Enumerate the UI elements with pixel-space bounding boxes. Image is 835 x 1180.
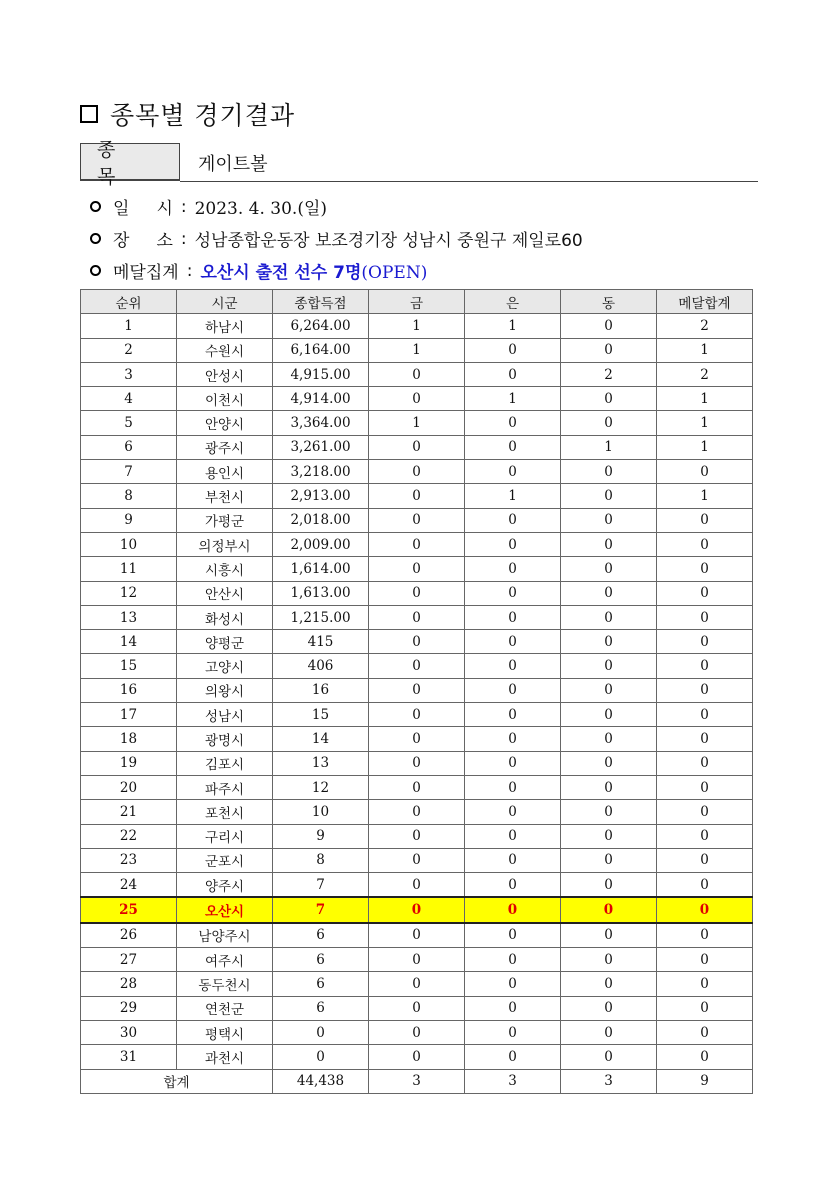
- cell-medal-total: 0: [657, 948, 753, 972]
- cell-rank: 28: [81, 972, 177, 996]
- cell-gold: 0: [369, 775, 465, 799]
- table-row: [81, 338, 753, 362]
- table-row: [81, 654, 753, 678]
- cell-rank: 21: [81, 800, 177, 824]
- sport-row: [80, 138, 758, 188]
- cell-gold: 0: [369, 751, 465, 775]
- table-row: [81, 557, 753, 581]
- cell-medal-total: 0: [657, 532, 753, 556]
- cell-gold: 0: [369, 972, 465, 996]
- cell-city: 포천시: [177, 800, 273, 824]
- cell-gold: 0: [369, 923, 465, 948]
- circle-bullet-icon: [90, 233, 101, 244]
- cell-rank: 26: [81, 923, 177, 948]
- cell-gold: 1: [369, 314, 465, 338]
- table-row: [81, 605, 753, 629]
- cell-city: 군포시: [177, 848, 273, 872]
- cell-score: 7: [273, 897, 369, 922]
- sport-underline: [180, 181, 758, 182]
- cell-gold: 0: [369, 460, 465, 484]
- cell-gold: 0: [369, 630, 465, 654]
- cell-score: 3,261.00: [273, 435, 369, 459]
- info-medals-value-suffix: (OPEN): [361, 263, 428, 283]
- cell-score: 6: [273, 948, 369, 972]
- cell-bronze: 0: [561, 557, 657, 581]
- cell-bronze: 0: [561, 824, 657, 848]
- cell-medal-total: 0: [657, 897, 753, 922]
- cell-score: 415: [273, 630, 369, 654]
- cell-silver: 0: [465, 775, 561, 799]
- header-medal-total: 메달합계: [657, 290, 753, 314]
- circle-bullet-icon: [90, 201, 101, 212]
- cell-score: 6: [273, 923, 369, 948]
- cell-gold: 0: [369, 873, 465, 898]
- cell-medal-total: 0: [657, 996, 753, 1020]
- cell-score: 0: [273, 1045, 369, 1069]
- table-row: [81, 800, 753, 824]
- cell-score: 9: [273, 824, 369, 848]
- cell-gold: 0: [369, 824, 465, 848]
- table-row: [81, 484, 753, 508]
- cell-rank: 16: [81, 678, 177, 702]
- cell-medal-total: 1: [657, 338, 753, 362]
- cell-silver: 0: [465, 923, 561, 948]
- cell-rank: 25: [81, 897, 177, 922]
- cell-silver: 0: [465, 972, 561, 996]
- cell-score: 1,215.00: [273, 605, 369, 629]
- cell-city: 동두천시: [177, 972, 273, 996]
- cell-score: 6,164.00: [273, 338, 369, 362]
- cell-silver: 0: [465, 630, 561, 654]
- info-venue-value: 성남종합운동장 보조경기장 성남시 중원구 제일로60: [194, 231, 583, 251]
- table-row: [81, 581, 753, 605]
- cell-silver: 0: [465, 1045, 561, 1069]
- cell-silver: 0: [465, 996, 561, 1020]
- cell-medal-total: 1: [657, 387, 753, 411]
- table-row: [81, 775, 753, 799]
- cell-city: 안산시: [177, 581, 273, 605]
- cell-city: 연천군: [177, 996, 273, 1020]
- cell-city: 안양시: [177, 411, 273, 435]
- cell-medal-total: 0: [657, 1020, 753, 1044]
- cell-silver: 0: [465, 654, 561, 678]
- cell-city: 여주시: [177, 948, 273, 972]
- cell-rank: 4: [81, 387, 177, 411]
- cell-rank: 6: [81, 435, 177, 459]
- cell-medal-total: 0: [657, 923, 753, 948]
- cell-bronze: 0: [561, 897, 657, 922]
- table-row: [81, 362, 753, 386]
- table-body: [81, 314, 753, 1069]
- cell-medal-total: 0: [657, 678, 753, 702]
- cell-rank: 8: [81, 484, 177, 508]
- info-date-key: 일 시: [113, 199, 173, 219]
- cell-gold: 0: [369, 800, 465, 824]
- table-row: [81, 532, 753, 556]
- cell-medal-total: 0: [657, 703, 753, 727]
- cell-silver: 0: [465, 532, 561, 556]
- cell-city: 양주시: [177, 873, 273, 898]
- cell-medal-total: 0: [657, 460, 753, 484]
- info-date-value: 2023. 4. 30.(일): [194, 199, 328, 219]
- cell-rank: 29: [81, 996, 177, 1020]
- cell-city: 안성시: [177, 362, 273, 386]
- cell-rank: 23: [81, 848, 177, 872]
- cell-city: 의왕시: [177, 678, 273, 702]
- cell-silver: 0: [465, 800, 561, 824]
- cell-bronze: 0: [561, 605, 657, 629]
- cell-bronze: 0: [561, 460, 657, 484]
- cell-score: 4,914.00: [273, 387, 369, 411]
- cell-city: 남양주시: [177, 923, 273, 948]
- table-row: [81, 972, 753, 996]
- cell-city: 김포시: [177, 751, 273, 775]
- cell-silver: 1: [465, 387, 561, 411]
- header-silver: 은: [465, 290, 561, 314]
- cell-gold: 0: [369, 996, 465, 1020]
- table-row: [81, 824, 753, 848]
- cell-silver: 0: [465, 897, 561, 922]
- cell-rank: 27: [81, 948, 177, 972]
- table-row: [81, 460, 753, 484]
- cell-medal-total: 0: [657, 605, 753, 629]
- table-row: [81, 996, 753, 1020]
- cell-medal-total: 1: [657, 484, 753, 508]
- cell-score: 14: [273, 727, 369, 751]
- cell-silver: 0: [465, 727, 561, 751]
- cell-score: 2,009.00: [273, 532, 369, 556]
- cell-bronze: 0: [561, 654, 657, 678]
- header-bronze: 동: [561, 290, 657, 314]
- cell-bronze: 0: [561, 923, 657, 948]
- cell-score: 2,913.00: [273, 484, 369, 508]
- cell-silver: 0: [465, 508, 561, 532]
- table-row: [81, 630, 753, 654]
- table-total-row: [81, 1069, 753, 1093]
- table-row: [81, 848, 753, 872]
- table-row: [81, 678, 753, 702]
- cell-city: 의정부시: [177, 532, 273, 556]
- cell-silver: 0: [465, 435, 561, 459]
- cell-rank: 15: [81, 654, 177, 678]
- cell-gold: 0: [369, 387, 465, 411]
- cell-score: 4,915.00: [273, 362, 369, 386]
- cell-score: 3,364.00: [273, 411, 369, 435]
- cell-gold: 0: [369, 1045, 465, 1069]
- cell-silver: 0: [465, 678, 561, 702]
- cell-city: 오산시: [177, 897, 273, 922]
- total-gold: 3: [369, 1069, 465, 1093]
- cell-gold: 0: [369, 581, 465, 605]
- cell-score: 15: [273, 703, 369, 727]
- cell-gold: 0: [369, 362, 465, 386]
- cell-score: 1,614.00: [273, 557, 369, 581]
- cell-gold: 0: [369, 557, 465, 581]
- info-medals-key: 메달집계: [113, 263, 179, 283]
- cell-medal-total: 0: [657, 775, 753, 799]
- cell-bronze: 0: [561, 848, 657, 872]
- total-medals: 9: [657, 1069, 753, 1093]
- cell-silver: 0: [465, 848, 561, 872]
- cell-score: 12: [273, 775, 369, 799]
- cell-city: 용인시: [177, 460, 273, 484]
- cell-city: 이천시: [177, 387, 273, 411]
- sport-label: 종 목: [80, 143, 180, 181]
- cell-silver: 0: [465, 411, 561, 435]
- table-row: [81, 727, 753, 751]
- cell-score: 8: [273, 848, 369, 872]
- cell-bronze: 0: [561, 678, 657, 702]
- cell-city: 구리시: [177, 824, 273, 848]
- cell-gold: 0: [369, 678, 465, 702]
- cell-bronze: 0: [561, 411, 657, 435]
- table-header-row: [81, 290, 753, 314]
- cell-gold: 0: [369, 435, 465, 459]
- cell-rank: 17: [81, 703, 177, 727]
- cell-gold: 0: [369, 948, 465, 972]
- cell-gold: 0: [369, 605, 465, 629]
- cell-rank: 24: [81, 873, 177, 898]
- header-gold: 금: [369, 290, 465, 314]
- cell-medal-total: 0: [657, 751, 753, 775]
- cell-bronze: 0: [561, 484, 657, 508]
- cell-rank: 30: [81, 1020, 177, 1044]
- checkbox-square-icon: [80, 105, 98, 123]
- cell-silver: 0: [465, 948, 561, 972]
- cell-silver: 0: [465, 460, 561, 484]
- cell-city: 양평군: [177, 630, 273, 654]
- cell-rank: 9: [81, 508, 177, 532]
- cell-city: 수원시: [177, 338, 273, 362]
- cell-medal-total: 0: [657, 508, 753, 532]
- cell-bronze: 0: [561, 948, 657, 972]
- table-row: [81, 873, 753, 898]
- info-date: [90, 194, 327, 219]
- table-row: [81, 923, 753, 948]
- cell-silver: 0: [465, 362, 561, 386]
- cell-score: 13: [273, 751, 369, 775]
- cell-score: 10: [273, 800, 369, 824]
- cell-bronze: 2: [561, 362, 657, 386]
- sport-name: 게이트볼: [198, 154, 268, 175]
- cell-gold: 0: [369, 532, 465, 556]
- header-score: 종합득점: [273, 290, 369, 314]
- cell-rank: 12: [81, 581, 177, 605]
- cell-bronze: 0: [561, 630, 657, 654]
- cell-silver: 0: [465, 824, 561, 848]
- info-colon: :: [180, 196, 187, 217]
- info-venue: [90, 226, 583, 251]
- cell-rank: 31: [81, 1045, 177, 1069]
- cell-rank: 20: [81, 775, 177, 799]
- table-row: [81, 948, 753, 972]
- cell-silver: 0: [465, 703, 561, 727]
- cell-bronze: 0: [561, 1045, 657, 1069]
- cell-bronze: 0: [561, 996, 657, 1020]
- circle-bullet-icon: [90, 265, 101, 276]
- cell-city: 광주시: [177, 435, 273, 459]
- cell-silver: 0: [465, 605, 561, 629]
- cell-bronze: 0: [561, 751, 657, 775]
- cell-gold: 0: [369, 484, 465, 508]
- cell-silver: 1: [465, 484, 561, 508]
- cell-rank: 19: [81, 751, 177, 775]
- cell-gold: 0: [369, 1020, 465, 1044]
- cell-score: 0: [273, 1020, 369, 1044]
- cell-city: 평택시: [177, 1020, 273, 1044]
- cell-gold: 1: [369, 338, 465, 362]
- results-table: [80, 289, 753, 1094]
- cell-bronze: 0: [561, 387, 657, 411]
- cell-gold: 0: [369, 727, 465, 751]
- total-bronze: 3: [561, 1069, 657, 1093]
- cell-score: 6: [273, 996, 369, 1020]
- info-colon: :: [180, 228, 187, 249]
- cell-city: 광명시: [177, 727, 273, 751]
- cell-rank: 14: [81, 630, 177, 654]
- cell-medal-total: 0: [657, 1045, 753, 1069]
- cell-medal-total: 0: [657, 824, 753, 848]
- cell-bronze: 0: [561, 727, 657, 751]
- table-row: [81, 508, 753, 532]
- cell-bronze: 0: [561, 800, 657, 824]
- cell-silver: 1: [465, 314, 561, 338]
- cell-bronze: 0: [561, 703, 657, 727]
- cell-medal-total: 0: [657, 727, 753, 751]
- header-city: 시군: [177, 290, 273, 314]
- section-heading: [80, 98, 295, 130]
- cell-city: 가평군: [177, 508, 273, 532]
- cell-bronze: 0: [561, 1020, 657, 1044]
- cell-medal-total: 0: [657, 654, 753, 678]
- cell-bronze: 0: [561, 972, 657, 996]
- cell-city: 화성시: [177, 605, 273, 629]
- cell-rank: 18: [81, 727, 177, 751]
- cell-rank: 22: [81, 824, 177, 848]
- info-venue-key: 장 소: [113, 231, 173, 251]
- info-medals-value: [200, 258, 427, 283]
- cell-score: 16: [273, 678, 369, 702]
- info-medals: [90, 258, 427, 283]
- cell-score: 2,018.00: [273, 508, 369, 532]
- table-row: [81, 703, 753, 727]
- cell-city: 고양시: [177, 654, 273, 678]
- cell-silver: 0: [465, 873, 561, 898]
- cell-bronze: 0: [561, 873, 657, 898]
- cell-silver: 0: [465, 751, 561, 775]
- header-rank: 순위: [81, 290, 177, 314]
- cell-medal-total: 2: [657, 314, 753, 338]
- cell-gold: 0: [369, 508, 465, 532]
- cell-score: 1,613.00: [273, 581, 369, 605]
- cell-silver: 0: [465, 557, 561, 581]
- total-label: 합계: [81, 1069, 273, 1093]
- cell-score: 3,218.00: [273, 460, 369, 484]
- cell-city: 성남시: [177, 703, 273, 727]
- cell-bronze: 0: [561, 532, 657, 556]
- cell-medal-total: 2: [657, 362, 753, 386]
- cell-score: 6,264.00: [273, 314, 369, 338]
- cell-medal-total: 0: [657, 800, 753, 824]
- info-medals-value-prefix: 오산시 출전 선수 7명: [200, 263, 362, 283]
- section-title: 종목별 경기결과: [110, 101, 295, 130]
- table-row: [81, 387, 753, 411]
- cell-gold: 0: [369, 897, 465, 922]
- cell-bronze: 0: [561, 338, 657, 362]
- cell-medal-total: 0: [657, 581, 753, 605]
- cell-city: 하남시: [177, 314, 273, 338]
- cell-rank: 10: [81, 532, 177, 556]
- cell-medal-total: 0: [657, 848, 753, 872]
- cell-score: 7: [273, 873, 369, 898]
- cell-gold: 1: [369, 411, 465, 435]
- table-row: [81, 435, 753, 459]
- cell-rank: 11: [81, 557, 177, 581]
- cell-medal-total: 0: [657, 873, 753, 898]
- cell-city: 과천시: [177, 1045, 273, 1069]
- total-silver: 3: [465, 1069, 561, 1093]
- cell-rank: 13: [81, 605, 177, 629]
- cell-city: 시흥시: [177, 557, 273, 581]
- cell-rank: 5: [81, 411, 177, 435]
- table-row: [81, 411, 753, 435]
- cell-medal-total: 0: [657, 557, 753, 581]
- cell-score: 6: [273, 972, 369, 996]
- cell-silver: 0: [465, 1020, 561, 1044]
- cell-gold: 0: [369, 654, 465, 678]
- table-row: [81, 314, 753, 338]
- cell-medal-total: 1: [657, 411, 753, 435]
- cell-rank: 3: [81, 362, 177, 386]
- cell-silver: 0: [465, 338, 561, 362]
- cell-bronze: 0: [561, 581, 657, 605]
- cell-score: 406: [273, 654, 369, 678]
- cell-medal-total: 0: [657, 630, 753, 654]
- cell-medal-total: 0: [657, 972, 753, 996]
- cell-rank: 1: [81, 314, 177, 338]
- cell-gold: 0: [369, 703, 465, 727]
- cell-rank: 7: [81, 460, 177, 484]
- cell-silver: 0: [465, 581, 561, 605]
- cell-rank: 2: [81, 338, 177, 362]
- cell-medal-total: 1: [657, 435, 753, 459]
- table-row: [81, 751, 753, 775]
- table-row: [81, 897, 753, 922]
- cell-city: 파주시: [177, 775, 273, 799]
- cell-bronze: 0: [561, 775, 657, 799]
- table-row: [81, 1020, 753, 1044]
- info-colon: :: [186, 260, 193, 281]
- total-score: 44,438: [273, 1069, 369, 1093]
- table-row: [81, 1045, 753, 1069]
- cell-bronze: 0: [561, 314, 657, 338]
- cell-bronze: 0: [561, 508, 657, 532]
- cell-gold: 0: [369, 848, 465, 872]
- cell-bronze: 1: [561, 435, 657, 459]
- cell-city: 부천시: [177, 484, 273, 508]
